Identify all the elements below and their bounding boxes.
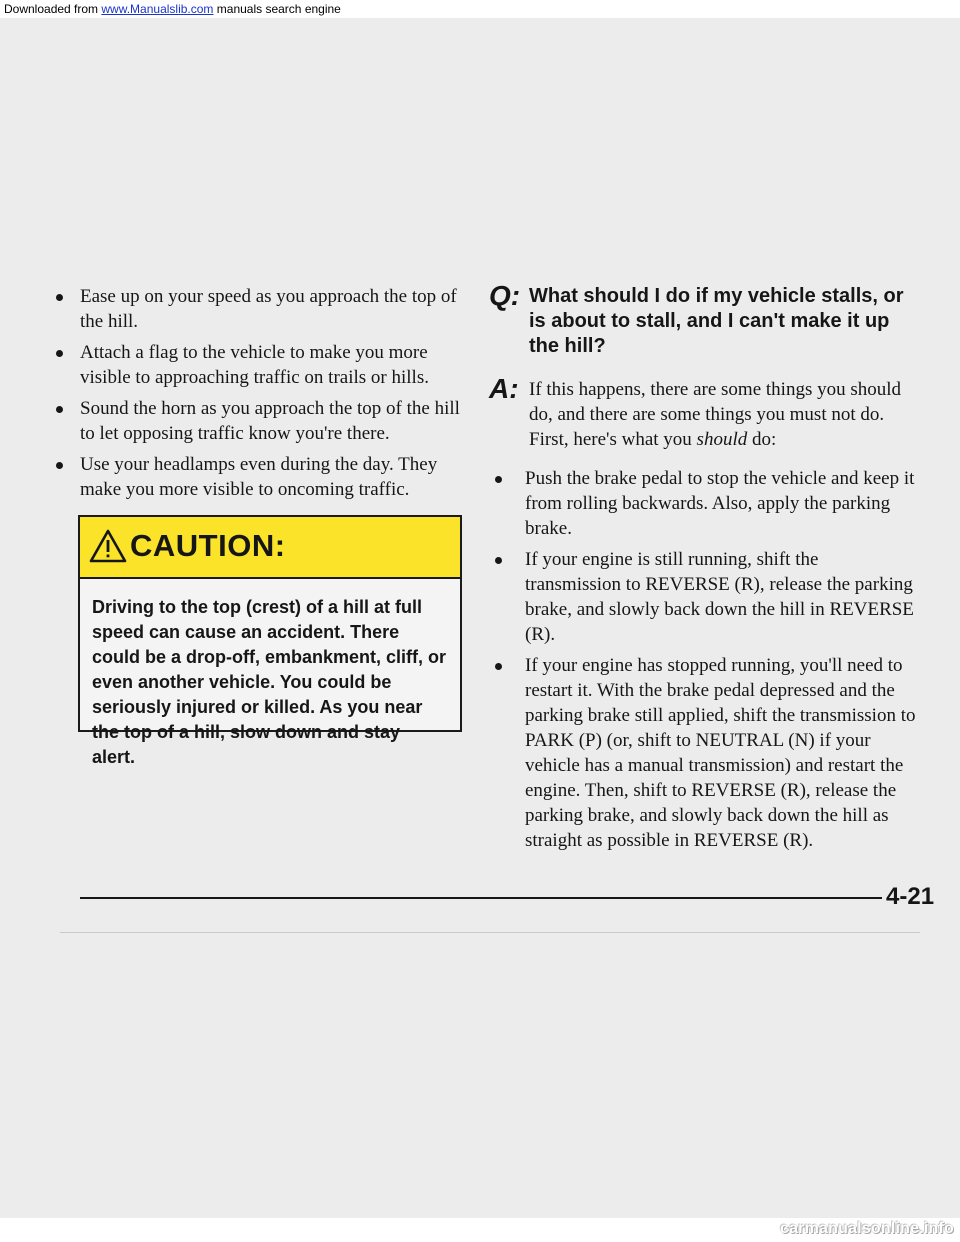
bullet-text: If your engine has stopped running, you'll need to restart it. With the brake pedal depressed and the parking brake still applied, shift the transmission to PARK (P) (or, shift to NEUTRAL (N) if your vehicle has a manual transmission) and restart the engine. Then, shift to REVERSE (R), release the parking brake, and slowly back down the hill as straight as possible in REVERSE (R). — [525, 655, 916, 851]
bullet-text: Sound the horn as you approach the top of the hill to let opposing traffic know you're there. — [80, 398, 460, 444]
download-banner — [0, 0, 960, 18]
question-marker: Q: — [489, 280, 521, 311]
bullet-icon — [56, 294, 63, 301]
banner-suffix: manuals search engine — [213, 2, 341, 16]
manualslib-link[interactable]: www.Manualslib.com — [101, 2, 214, 16]
question-text: What should I do if my vehicle stalls, or is about to stall, and I can't make it up the hill? — [529, 285, 904, 357]
bullet-icon — [495, 557, 502, 564]
list-item — [52, 396, 462, 446]
answer-block — [489, 373, 919, 452]
list-item — [489, 547, 919, 647]
answer-text-start: If this happens, there are some things you should do, and there are some things you must not do. First, here's what you — [529, 379, 902, 450]
list-item — [489, 466, 919, 541]
bullet-icon — [56, 406, 63, 413]
answer-emphasis: should — [696, 429, 748, 450]
bullet-icon — [495, 476, 502, 483]
caution-text: Driving to the top (crest) of a hill at full speed can cause an accident. There could be a drop-off, embankment, cliff, or even another vehicle. You could be seriously injured or killed. As you near the top of a hill, slow down and stay alert. — [92, 597, 447, 767]
warning-triangle-icon — [89, 529, 127, 563]
caution-title: CAUTION: — [130, 528, 286, 563]
watermark: carmanualsonline.info — [779, 1220, 954, 1237]
list-item — [52, 284, 462, 334]
bullet-text: Use your headlamps even during the day. They make you more visible to oncoming traffic. — [80, 454, 438, 500]
bullet-icon — [56, 350, 63, 357]
answer-marker: A: — [489, 373, 519, 404]
bullet-text: Attach a flag to the vehicle to make you more visible to approaching traffic on trails or hills. — [80, 342, 429, 388]
answer-text-end: do: — [747, 429, 777, 450]
answer-text — [529, 377, 919, 452]
list-item — [489, 653, 919, 853]
bullet-text: If your engine is still running, shift the transmission to REVERSE (R), release the parking brake, and slowly back down the hill in REVERSE (R). — [525, 549, 914, 645]
banner-prefix: Downloaded from — [4, 2, 102, 16]
page-number: 4-21 — [886, 883, 935, 910]
right-column — [489, 280, 919, 859]
bullet-icon — [56, 462, 63, 469]
caution-header — [80, 517, 460, 579]
bullet-text: Push the brake pedal to stop the vehicle and keep it from rolling backwards. Also, apply the parking brake. — [525, 468, 915, 539]
left-column — [52, 284, 462, 508]
answer-steps — [489, 466, 919, 853]
footer-rule — [80, 897, 882, 899]
list-item — [52, 340, 462, 390]
list-item — [52, 452, 462, 502]
bottom-banner — [0, 1218, 960, 1242]
caution-box — [78, 515, 462, 767]
question-block — [489, 280, 919, 359]
bullet-icon — [495, 663, 502, 670]
bullet-text: Ease up on your speed as you approach the top of the hill. — [80, 286, 457, 332]
footer-divider — [60, 932, 920, 933]
